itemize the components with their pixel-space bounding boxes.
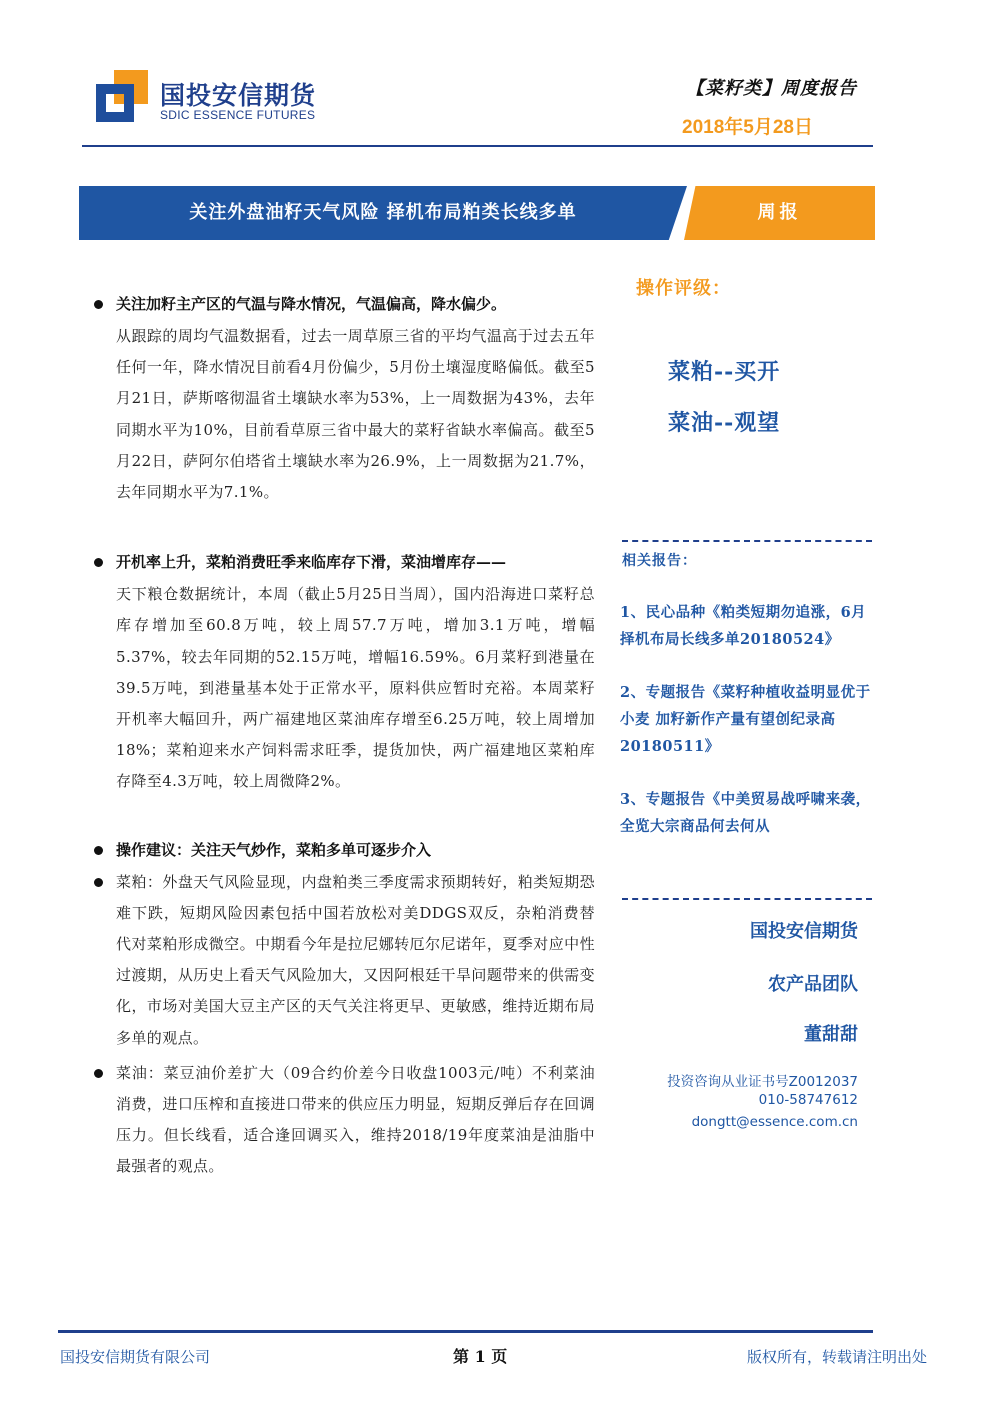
rating-label: 操作评级： [636, 278, 731, 299]
company-logo [96, 70, 336, 130]
author-company: 国投安信期货 [750, 921, 858, 942]
section-body: 天下粮仓数据统计，本周（截止5月25日当周），国内沿海进口菜籽总库存增加至60.8万吨，较上周57.7万吨，增加3.1万吨，增幅5.37%，较去年同期的52.15万吨，增幅16.59%。6月菜籽到港量在39.5万吨，到港量基本处于正常水平，原料供应暂时充裕。本周菜籽开机率大幅回升，两广福建地区菜油库存增至6.25万吨，较上周增加18%；菜粕迎来水产饲料需求旺季，提货加快，两广福建地区菜粕库存降至4.3万吨，较上周微降2%。 [116, 585, 595, 791]
related-report-item[interactable]: 1、民心品种《粕类短期勿追涨，6月择机布局长线多单20180524》 [620, 604, 867, 648]
footer-divider [58, 1330, 873, 1333]
header-divider [82, 145, 873, 147]
footer-copyright: 版权所有，转载请注明出处 [746, 1348, 927, 1366]
section-advice [90, 838, 595, 1183]
report-tag: 周报 [757, 202, 802, 223]
related-report-item[interactable]: 2、专题报告《菜籽种植收益明显优于小麦 加籽新作产量有望创纪录高20180511》 [620, 684, 871, 755]
advice-heading: 操作建议：关注天气炒作，菜粕多单可逐步介入 [90, 838, 595, 863]
main-content [90, 292, 595, 1183]
report-date: 2018年5月28日 [682, 117, 813, 138]
rating-oil: 菜油--观望 [668, 410, 781, 436]
author-certificate: 投资咨询从业证书号Z0012037 [667, 1074, 858, 1090]
logo-mark-icon [96, 70, 148, 122]
author-email[interactable]: dongtt@essence.com.cn [691, 1114, 858, 1130]
related-reports-list [620, 599, 874, 866]
footer-company: 国投安信期货有限公司 [60, 1348, 211, 1366]
author-team: 农产品团队 [768, 974, 858, 995]
related-reports-label: 相关报告： [622, 553, 697, 569]
section-inventory [90, 550, 595, 797]
report-type: 【菜籽类】周度报告 [686, 78, 857, 99]
section-body: 从跟踪的周均气温数据看，过去一周草原三省的平均气温高于过去五年任何一年，降水情况目前看4月份偏少，5月份土壤湿度略偏低。截至5月21日，萨斯喀彻温省土壤缺水率为53%，上一周数据为43%，去年同期水平为10%，目前看草原三省中最大的菜籽省缺水率偏高。截至5月22日，萨阿尔伯塔省土壤缺水率为26.9%，上一周数据为21.7%，去年同期水平为7.1%。 [116, 327, 595, 502]
related-divider-bottom [622, 898, 872, 900]
related-divider-top [622, 540, 872, 542]
rating-meal: 菜粕--买开 [668, 359, 781, 385]
logo-english-name: SDIC ESSENCE FUTURES [160, 108, 316, 122]
logo-chinese-name: 国投安信期货 [160, 81, 317, 110]
author-phone: 010-58747612 [758, 1092, 858, 1108]
advice-meal: 菜粕：外盘天气风险显现，内盘粕类三季度需求预期转好，粕类短期恐难下跌，短期风险因素包括中国若放松对美DDGS双反，杂粕消费替代对菜粕形成微空。中期看今年是拉尼娜转厄尔尼诺年，夏季对应中性过渡期，从历史上看天气风险加大，又因阿根廷干旱问题带来的供需变化，市场对美国大豆主产区的天气关注将更早、更敏感，维持近期布局多单的观点。 [90, 867, 595, 1054]
title-banner [79, 186, 875, 240]
section-weather [90, 292, 595, 508]
related-report-item[interactable]: 3、专题报告《中美贸易战呼啸来袭，全览大宗商品何去何从 [620, 791, 871, 835]
section-heading: 开机率上升，菜粕消费旺季来临库存下滑，菜油增库存—— [90, 550, 595, 575]
page-number: 第 1 页 [453, 1347, 508, 1366]
author-name: 董甜甜 [804, 1024, 858, 1045]
advice-oil: 菜油：菜豆油价差扩大（09合约价差今日收盘1003元/吨）不利菜油消费，进口压榨和直接进口带来的供应压力明显，短期反弹后存在回调压力。但长线看，适合逢回调买入，维持2018/19年度菜油是油脂中最强者的观点。 [90, 1058, 595, 1183]
section-heading: 关注加籽主产区的气温与降水情况，气温偏高，降水偏少。 [90, 292, 595, 317]
report-title: 关注外盘油籽天气风险 择机布局粕类长线多单 [189, 202, 577, 223]
